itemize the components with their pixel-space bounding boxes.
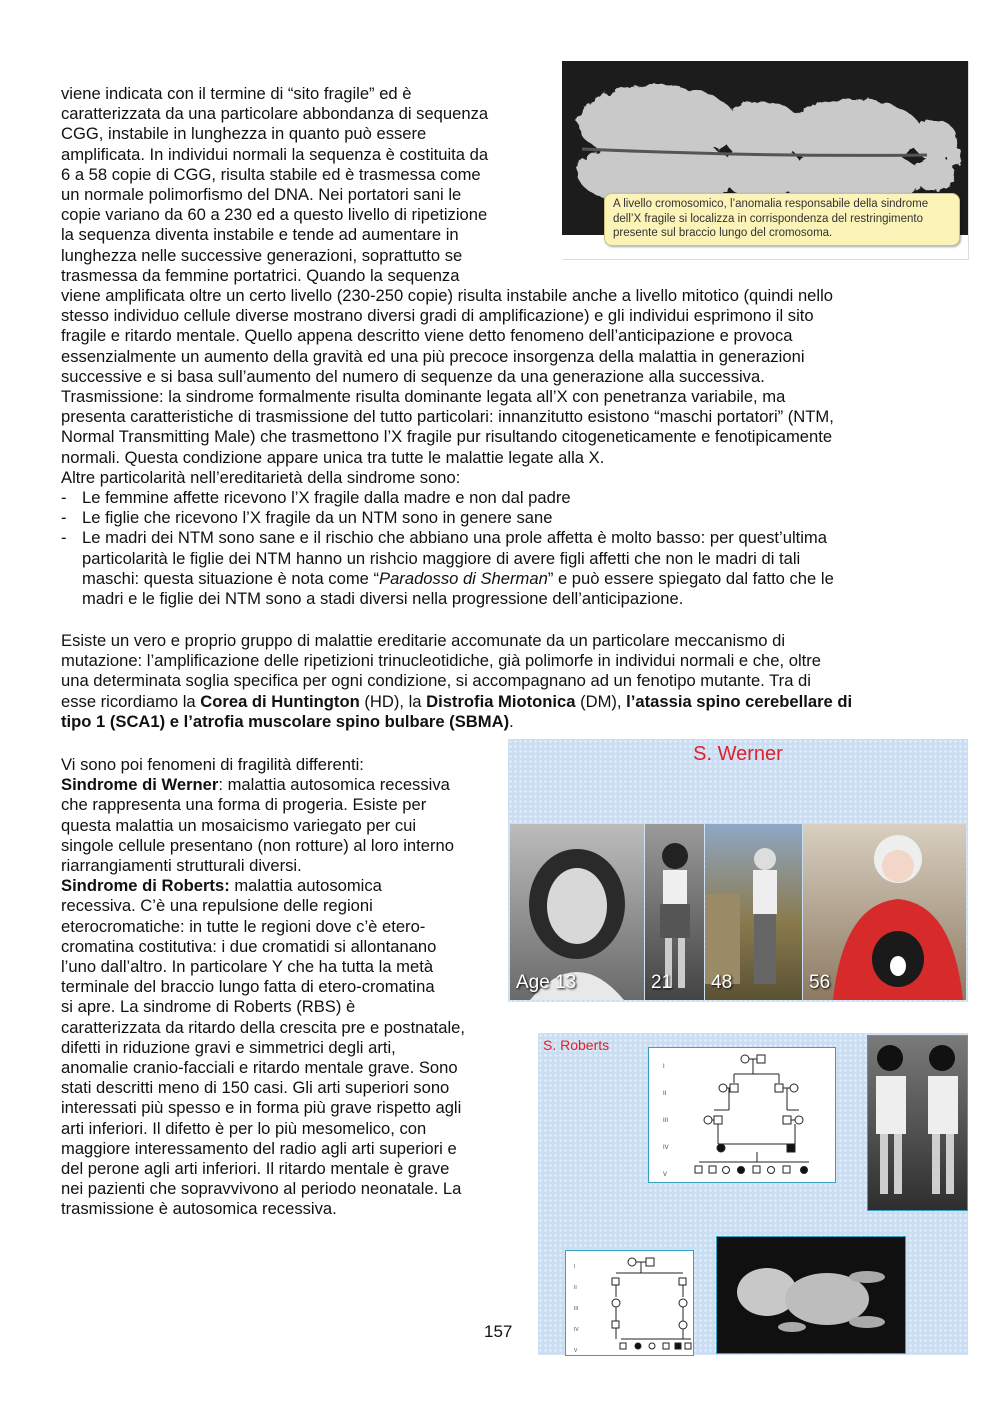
text-line: trasmissione è autosomica recessiva. — [61, 1199, 337, 1219]
text-line — [61, 692, 971, 712]
text-line: che rappresenta una forma di progeria. Esiste per — [61, 795, 427, 815]
text-run: (DM), — [575, 691, 627, 711]
text-line: maggiore interessamento del radio agli arti superiori e — [61, 1138, 457, 1158]
text-line: 6 a 58 copie di CGG, risulta stabile ed è trasmessa come — [61, 164, 481, 184]
roberts-figure-title: S. Roberts — [543, 1037, 610, 1053]
trinucleotide-paragraph — [61, 631, 971, 732]
text-line: interessati più spesso e in forma più grave rispetto agli — [61, 1098, 462, 1118]
text-line: anomalie cranio-facciali e ritardo mentale grave. Sono — [61, 1058, 458, 1078]
text-line: normali. Questa condizione appare unica tra tutte le malattie legate alla X. — [61, 447, 605, 467]
text-line: Vi sono poi fenomeni di fragilità differenti: — [61, 755, 364, 774]
text-run: esse ricordiamo la — [61, 691, 201, 711]
generation-label: IV — [663, 1145, 669, 1151]
roberts-photo-infant — [716, 1236, 906, 1354]
bullet-list — [61, 488, 961, 609]
text-line: terminale del braccio lungo fatta di etero-cromatina — [61, 977, 435, 997]
bullet-item — [61, 528, 961, 548]
bullet-continuation: madri e le figlie dei NTM sono a stadi diversi nella progressione dell’anticipazione. — [82, 589, 684, 609]
bullet-text: Le femmine affette ricevono l’X fragile dalla madre e non dal padre — [82, 488, 571, 507]
age-label: 48 — [711, 972, 733, 993]
generation-labels — [574, 1257, 579, 1362]
generation-labels — [663, 1054, 669, 1189]
text-line: lunghezza nelle successive generazioni, soprattutto se — [61, 245, 463, 265]
text-line — [61, 712, 971, 732]
generation-label: I — [574, 1264, 576, 1270]
bullet-item — [61, 508, 961, 528]
generation-label: III — [574, 1306, 579, 1312]
bullet-continuation: particolarità le figlie dei NTM hanno un rishcio maggiore di avere figli affetti che non le madri di tali — [82, 548, 801, 568]
pedigree-drawing — [649, 1048, 835, 1182]
text-line: riarrangiamenti strutturali diversi. — [61, 856, 302, 876]
text-line: mutazione: l’amplificazione delle ripetizioni trinucleotidiche, già polimorfe in individui normali e che, oltre — [61, 651, 822, 671]
generation-label: IV — [574, 1327, 579, 1333]
italic-term: Paradosso di Sherman — [379, 568, 548, 588]
roberts-figure — [538, 1033, 968, 1355]
fragility-section — [61, 755, 521, 1220]
text-line: Trasmissione: la sindrome formalmente risulta dominante legata all’X con penetranza variabile, ma — [61, 387, 786, 407]
bold-term: tipo 1 (SCA1) e l’atrofia muscolare spino bulbare (SBMA) — [61, 711, 510, 731]
text-line: difetti in riduzione gravi e simmetrici degli arti, — [61, 1037, 396, 1057]
bullet-dash: - — [61, 488, 67, 507]
pedigree-drawing — [566, 1251, 693, 1355]
full-paragraph — [61, 286, 961, 488]
bullet-text: Le figlie che ricevono l’X fragile da un NTM sono in genere sane — [82, 508, 553, 528]
bold-term: Corea di Huntington — [200, 691, 360, 711]
text-line: amplificata. In individui normali la sequenza è costituita da — [61, 144, 489, 164]
bullet-dash: - — [61, 508, 67, 528]
werner-figure — [508, 739, 968, 1002]
roberts-heading: Sindrome di Roberts: — [61, 876, 230, 896]
text-line: una determinata soglia specifica per ogni condizione, si accompagnano ad un fenotipo mutante. Tra di — [61, 671, 811, 691]
generation-label: V — [574, 1348, 578, 1354]
text-run: ” e può essere spiegato dal fatto che le — [547, 568, 834, 588]
text-line: presenta caratteristiche di trasmissione del tutto particolari: innanzitutto esistono “maschi portatori” (NTM, — [61, 407, 834, 427]
text-line: fragile e ritardo mentale. Quello appena descritto viene detto fenomeno dell’anticipazione e provoca — [61, 326, 793, 346]
pedigree-chart-2 — [565, 1250, 694, 1356]
text-run: : malattia autosomica recessiva — [218, 775, 450, 795]
werner-photo-age13 — [510, 824, 644, 1000]
text-line: copie variano da 60 a 230 ed a questo livello di ripetizione — [61, 205, 488, 225]
bullet-text: Le madri dei NTM sono sane e il rischio che abbiano una prole affetta è molto basso: per quest’ultima — [82, 528, 827, 548]
caption-line: dell’X fragile si localizza in corrispondenza del restringimento — [613, 212, 924, 225]
text-line: la sequenza diventa instabile e tende ad aumentare in — [61, 225, 459, 245]
photo-drawing — [868, 1036, 967, 1210]
text-line: essenzialmente un aumento della gravità ed una più precoce insorgenza della malattia in generazioni — [61, 346, 805, 366]
text-line — [61, 876, 521, 896]
text-line: un normale polimorfismo del DNA. Nei portatori sani le — [61, 185, 462, 205]
text-run: . — [509, 711, 514, 731]
text-line: caratterizzata da una particolare abbondanza di sequenza — [61, 104, 489, 124]
bold-term: l’atassia spino cerebellare di — [626, 691, 853, 711]
generation-label: V — [663, 1172, 668, 1178]
text-line: viene amplificata oltre un certo livello (230-250 copie) risulta instabile anche a livello mitotico (quindi nello — [61, 286, 834, 305]
text-run: maschi: questa situazione è nota come “ — [82, 568, 380, 588]
werner-heading: Sindrome di Werner — [61, 775, 219, 795]
pedigree-chart-1 — [648, 1047, 836, 1183]
bold-term: Distrofia Miotonica — [426, 691, 576, 711]
generation-label: III — [663, 1118, 669, 1124]
generation-label: II — [574, 1285, 577, 1291]
text-line: CGG, instabile in lunghezza in quanto può essere — [61, 124, 427, 144]
age-label: 21 — [651, 972, 673, 993]
page-number: 157 — [484, 1322, 513, 1341]
text-line: questa malattia un mosaicismo variegato per cui — [61, 815, 417, 835]
text-line: viene indicata con il termine di “sito fragile” ed è — [61, 84, 412, 103]
text-line: del perone agli arti inferiori. Il ritardo mentale è grave — [61, 1159, 450, 1179]
bullet-continuation — [61, 569, 961, 589]
text-line: si apre. La sindrome di Roberts (RBS) è — [61, 997, 356, 1017]
text-line: cromatina costitutiva: i due cromatidi si allontanano — [61, 936, 437, 956]
bullet-dash: - — [61, 528, 67, 548]
text-line: recessiva. C’è una repulsione delle regioni — [61, 896, 373, 916]
text-line: trasmessa da femmine portatrici. Quando la sequenza — [61, 265, 460, 285]
caption-line: presente sul braccio lungo del cromosoma. — [613, 227, 833, 239]
text-line: Esiste un vero e proprio gruppo di malattie ereditarie accomunate da un particolare meccanismo di — [61, 631, 786, 650]
text-line: Normal Transmitting Male) che trasmettono l’X fragile pur risultando citogeneticamente e fenotipicamente — [61, 427, 833, 447]
age-label: Age 13 — [516, 972, 577, 993]
age-label: 56 — [809, 972, 831, 993]
text-line: caratterizzata da ritardo della crescita pre e postnatale, — [61, 1017, 465, 1037]
photo-drawing — [717, 1237, 905, 1353]
werner-photo-age56 — [803, 824, 966, 1000]
generation-label: I — [663, 1064, 665, 1070]
bullet-item — [61, 488, 961, 508]
roberts-photo-sisters — [867, 1035, 968, 1211]
text-line — [61, 775, 521, 795]
text-line: singole cellule presentano (non rotture) al loro interno — [61, 835, 454, 855]
werner-photo-age48 — [705, 824, 802, 1000]
text-run: (HD), la — [359, 691, 427, 711]
generation-label: II — [663, 1091, 667, 1097]
werner-photo-age21 — [645, 824, 704, 1000]
chromosome-caption — [604, 193, 960, 246]
text-run: malattia autosomica — [229, 876, 382, 896]
text-line: stati descritti meno di 150 casi. Gli arti superiori sono — [61, 1078, 450, 1098]
text-line: l’uno dall’altro. In particolare Y che ha tutta la metà — [61, 957, 434, 977]
text-line: nei pazienti che sopravvivono al periodo neonatale. La — [61, 1179, 462, 1199]
text-line: stesso individuo cellule diverse mostrano diversi gradi di amplificazione) e gli individui esprimono il sito — [61, 306, 814, 326]
text-line: Altre particolarità nell’ereditarietà della sindrome sono: — [61, 467, 461, 487]
text-line: successive e si basa sull’aumento del numero di sequenze da una generazione alla successiva. — [61, 366, 765, 386]
werner-figure-title: S. Werner — [693, 743, 783, 765]
column-paragraph — [61, 84, 561, 286]
caption-line: A livello cromosomico, l’anomalia responsabile della sindrome — [613, 198, 929, 210]
text-line: arti inferiori. Il difetto è per lo più mesomelico, con — [61, 1118, 427, 1138]
text-line: eterocromatiche: in tutte le regioni dove c’è etero- — [61, 916, 426, 936]
